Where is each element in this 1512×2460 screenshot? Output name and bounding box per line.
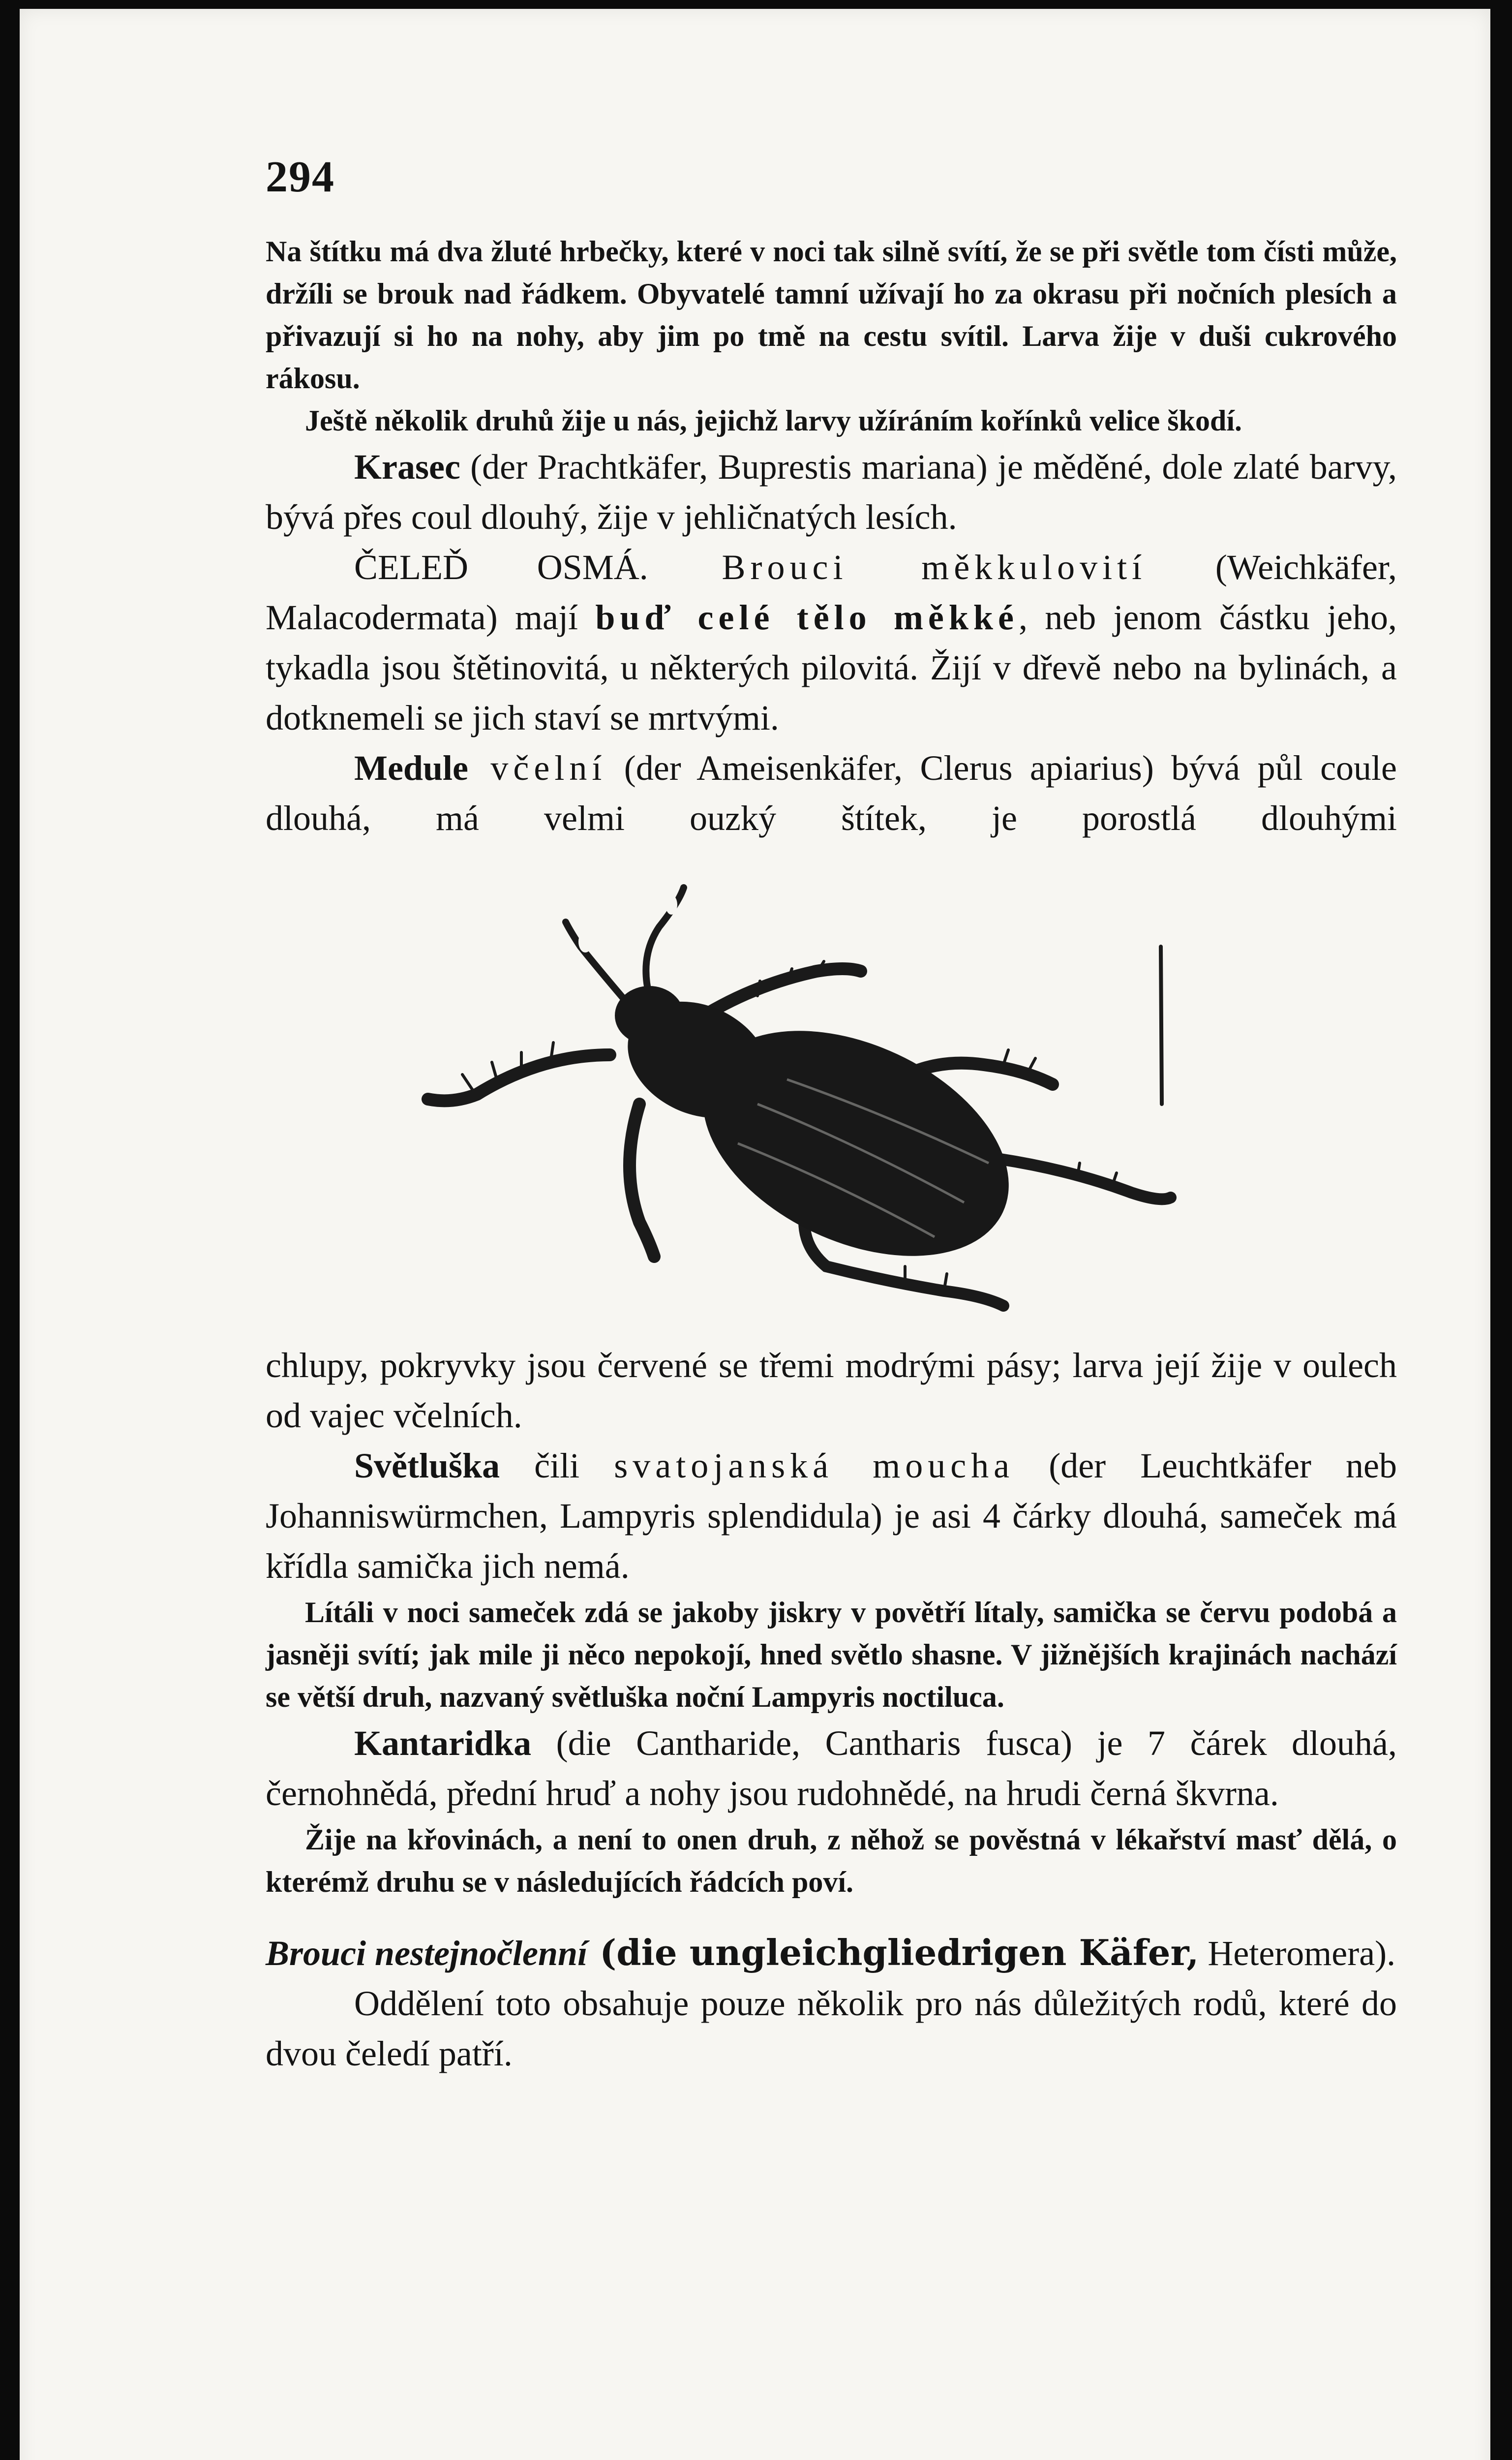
page-body bbox=[266, 230, 1397, 2079]
kantaridka-name: Kantaridka bbox=[354, 1723, 532, 1763]
kantaridka-paragraph bbox=[266, 1718, 1397, 1818]
krasec-name: Krasec bbox=[354, 447, 460, 487]
heteromera-title: Brouci nestejnočlenní bbox=[266, 1934, 588, 1973]
svetluska-paragraph bbox=[266, 1441, 1397, 1591]
family-eight-name: Brouci měkkulovití bbox=[648, 548, 1147, 587]
family-eight-heading: ČELEĎ OSMÁ. bbox=[354, 548, 648, 587]
family-eight-emphasis: buď celé tělo měkké bbox=[595, 598, 1019, 637]
kantaridka-text: (die Cantharide, Cantharis fusca) je 7 čárek dlouhá, černohnědá, přední hruď a nohy jsou rudohnědé, na hrudi černá škvrna. bbox=[266, 1723, 1397, 1813]
medule-paragraph bbox=[266, 743, 1397, 843]
kantaridka-note: Žije na křovinách, a není to onen druh, z něhož se pověstná v lékařství masť dělá, o kterémž druhu se v následujících řádcích poví. bbox=[266, 1823, 1397, 1898]
family-eight-text-2: , neb jenom částku jeho, tykadla jsou štětinovitá, u některých pilovitá. Žijí v dřevě nebo na bylinách, a dotknemeli se jich staví se mrtvými. bbox=[266, 598, 1397, 738]
page-number: 294 bbox=[266, 153, 335, 201]
svetluska-name: Světluška bbox=[354, 1446, 500, 1485]
heteromera-german: (die ungleichgliedrigen Käfer, bbox=[587, 1932, 1199, 1973]
family-eight-paragraph bbox=[266, 542, 1397, 743]
family-eight-text-1: (Weichkäfer, Malacodermata) mají bbox=[266, 548, 1397, 637]
division-paragraph: Oddělení toto obsahuje pouze několik pro nás důležitých rodů, které do dvou čeledí patří. bbox=[266, 1984, 1397, 2073]
heteromera-latin: Heteromera). bbox=[1199, 1934, 1396, 1973]
medule-text: (der Ameisenkäfer, Clerus apiarius) bývá půl coule dlouhá, má velmi ouzký štítek, je porostlá dlouhými bbox=[266, 748, 1397, 838]
beetle-illustration bbox=[266, 848, 1397, 1340]
svetluska-note: Lítáli v noci sameček zdá se jakoby jiskry v povětří lítaly, samička se červu podobá a jasněji svítí; jak mile ji něco nepokojí, hned světlo shasne. V jižnějších krajinách nachází se větší druh, nazvaný světluška noční Lampyris noctiluca. bbox=[266, 1596, 1397, 1713]
svetluska-spaced: svatojanská moucha bbox=[614, 1446, 1015, 1485]
clerus-beetle-engraving bbox=[266, 848, 1397, 1340]
krasec-paragraph bbox=[266, 442, 1397, 542]
book-page bbox=[20, 9, 1490, 2460]
heteromera-heading bbox=[266, 1928, 1397, 1978]
medule-name: Medule bbox=[354, 748, 468, 788]
krasec-text: (der Prachtkäfer, Buprestis mariana) je měděné, dole zlaté barvy, bývá přes coul dlouhý, žije v jehličnatých lesích. bbox=[266, 447, 1397, 537]
svetluska-text: (der Leuchtkäfer neb Johanniswürmchen, Lampyris splendidula) je asi 4 čárky dlouhá, sameček má křídla samička jich nemá. bbox=[266, 1446, 1397, 1586]
glowworm-note: Na štítku má dva žluté hrbečky, které v noci tak silně svítí, že se při světle tom čísti může, držíli se brouk nad řádkem. Obyvatelé tamní užívají ho za okrasu při nočních plesích a přivazují si ho na nohy, aby jim po tmě na cestu svítil. Larva žije v duši cukrového rákosu. bbox=[266, 235, 1397, 395]
section-gap bbox=[266, 1903, 1397, 1928]
medule-spaced: včelní bbox=[468, 748, 607, 788]
medule-continuation: chlupy, pokryvky jsou červené se třemi modrými pásy; larva její žije v oulech od vajec včelních. bbox=[266, 1346, 1397, 1435]
svetluska-mid: čili bbox=[500, 1446, 614, 1485]
larvae-note: Ještě několik druhů žije u nás, jejichž larvy užíráním kořínků velice škodí. bbox=[305, 404, 1242, 437]
